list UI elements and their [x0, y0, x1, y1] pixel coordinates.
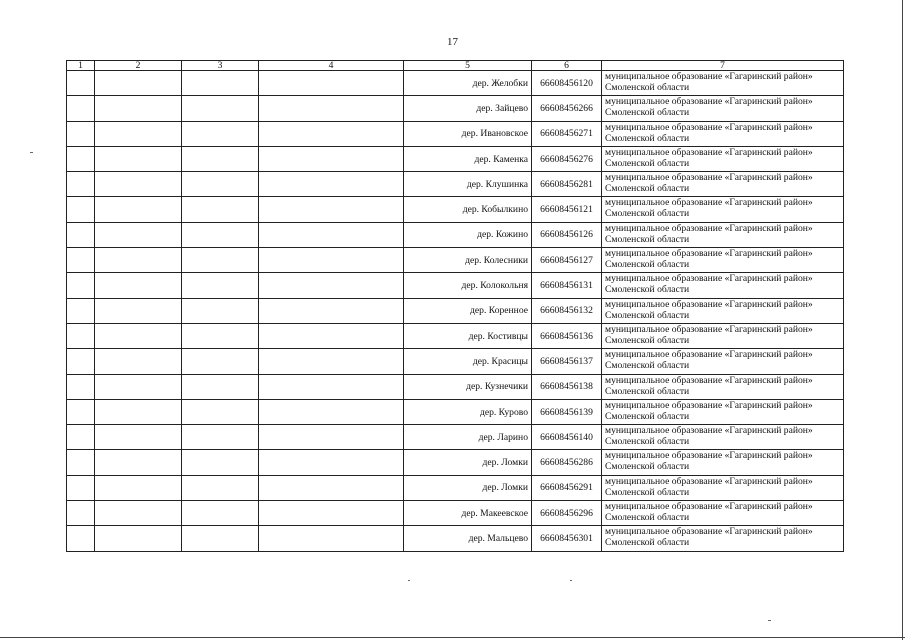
cell-col-1 [67, 96, 95, 121]
column-header-2: 2 [95, 61, 182, 71]
settlement-cell: дер. Клушинка [404, 172, 532, 197]
cell-col-4 [259, 323, 404, 348]
oktmo-code-cell: 66608456139 [532, 399, 602, 424]
oktmo-code-cell: 66608456291 [532, 475, 602, 500]
municipality-name: муниципальное образование «Гагаринский район» [605, 96, 813, 108]
cell-col-3 [182, 273, 259, 298]
cell-col-2 [95, 526, 182, 551]
municipality-name: муниципальное образование «Гагаринский район» [605, 71, 813, 82]
cell-col-3 [182, 323, 259, 348]
region-name: Смоленской области [605, 183, 690, 195]
municipality-cell [602, 273, 844, 298]
cell-col-2 [95, 298, 182, 323]
region-name: Смоленской области [605, 385, 690, 397]
settlement-cell: дер. Ларино [404, 425, 532, 450]
table-row [67, 121, 844, 146]
cell-col-3 [182, 349, 259, 374]
cell-col-1 [67, 475, 95, 500]
cell-col-4 [259, 501, 404, 526]
cell-col-2 [95, 71, 182, 96]
cell-col-1 [67, 172, 95, 197]
cell-col-1 [67, 273, 95, 298]
municipality-cell [602, 425, 844, 450]
municipality-cell [602, 374, 844, 399]
oktmo-code-cell: 66608456296 [532, 501, 602, 526]
cell-col-4 [259, 71, 404, 96]
table-row [67, 475, 844, 500]
oktmo-code-cell: 66608456131 [532, 273, 602, 298]
municipality-name: муниципальное образование «Гагаринский район» [605, 425, 813, 437]
table-row [67, 425, 844, 450]
cell-col-2 [95, 197, 182, 222]
cell-col-4 [259, 146, 404, 171]
cell-col-2 [95, 172, 182, 197]
scan-speck [570, 580, 572, 581]
municipality-cell [602, 298, 844, 323]
oktmo-code-cell: 66608456276 [532, 146, 602, 171]
cell-col-4 [259, 172, 404, 197]
table-row [67, 197, 844, 222]
cell-col-3 [182, 248, 259, 273]
cell-col-4 [259, 425, 404, 450]
cell-col-4 [259, 450, 404, 475]
cell-col-1 [67, 399, 95, 424]
table-row [67, 399, 844, 424]
table-row [67, 71, 844, 96]
region-name: Смоленской области [605, 208, 690, 220]
settlement-cell: дер. Кузнечики [404, 374, 532, 399]
cell-col-3 [182, 71, 259, 96]
municipality-name: муниципальное образование «Гагаринский район» [605, 450, 813, 462]
scan-speck [768, 620, 771, 621]
cell-col-1 [67, 121, 95, 146]
cell-col-2 [95, 248, 182, 273]
cell-col-3 [182, 96, 259, 121]
cell-col-2 [95, 501, 182, 526]
table-row [67, 172, 844, 197]
cell-col-2 [95, 475, 182, 500]
cell-col-2 [95, 146, 182, 171]
municipality-name: муниципальное образование «Гагаринский район» [605, 298, 813, 310]
oktmo-code-cell: 66608456137 [532, 349, 602, 374]
oktmo-code-cell: 66608456132 [532, 298, 602, 323]
municipality-name: муниципальное образование «Гагаринский район» [605, 172, 813, 184]
region-name: Смоленской области [605, 410, 690, 422]
oktmo-code-cell: 66608456127 [532, 248, 602, 273]
municipality-name: муниципальное образование «Гагаринский район» [605, 273, 813, 285]
cell-col-1 [67, 146, 95, 171]
table-header-row [67, 61, 844, 71]
cell-col-3 [182, 450, 259, 475]
cell-col-1 [67, 222, 95, 247]
cell-col-2 [95, 425, 182, 450]
region-name: Смоленской области [605, 259, 690, 271]
table-row [67, 222, 844, 247]
cell-col-1 [67, 349, 95, 374]
settlement-cell: дер. Ломки [404, 450, 532, 475]
municipality-cell [602, 349, 844, 374]
region-name: Смоленской области [605, 512, 690, 524]
table-row [67, 146, 844, 171]
cell-col-1 [67, 450, 95, 475]
table-row [67, 273, 844, 298]
cell-col-1 [67, 298, 95, 323]
municipality-cell [602, 323, 844, 348]
cell-col-2 [95, 399, 182, 424]
cell-col-4 [259, 298, 404, 323]
cell-col-1 [67, 197, 95, 222]
municipality-cell [602, 71, 844, 96]
cell-col-4 [259, 399, 404, 424]
settlement-cell: дер. Мальцево [404, 526, 532, 551]
municipality-name: муниципальное образование «Гагаринский район» [605, 121, 813, 133]
municipality-cell [602, 96, 844, 121]
cell-col-1 [67, 526, 95, 551]
cell-col-3 [182, 374, 259, 399]
settlement-cell: дер. Кожино [404, 222, 532, 247]
column-header-5: 5 [404, 61, 532, 71]
region-name: Смоленской области [605, 537, 690, 549]
region-name: Смоленской области [605, 461, 690, 473]
cell-col-1 [67, 374, 95, 399]
cell-col-4 [259, 96, 404, 121]
oktmo-code-cell: 66608456281 [532, 172, 602, 197]
column-header-6: 6 [532, 61, 602, 71]
scan-speck [408, 580, 410, 581]
table-row [67, 374, 844, 399]
oktmo-code-cell: 66608456136 [532, 323, 602, 348]
table-row [67, 298, 844, 323]
settlement-cell: дер. Макеевское [404, 501, 532, 526]
settlement-cell: дер. Кобылкино [404, 197, 532, 222]
settlements-table [66, 60, 844, 552]
cell-col-3 [182, 146, 259, 171]
municipality-name: муниципальное образование «Гагаринский район» [605, 526, 813, 538]
municipality-name: муниципальное образование «Гагаринский район» [605, 501, 813, 513]
cell-col-3 [182, 425, 259, 450]
cell-col-3 [182, 121, 259, 146]
cell-col-4 [259, 526, 404, 551]
municipality-cell [602, 475, 844, 500]
municipality-cell [602, 197, 844, 222]
table-row [67, 501, 844, 526]
municipality-cell [602, 121, 844, 146]
page-number: 17 [447, 36, 458, 48]
region-name: Смоленской области [605, 107, 690, 119]
oktmo-code-cell: 66608456120 [532, 71, 602, 96]
table-row [67, 96, 844, 121]
municipality-name: муниципальное образование «Гагаринский район» [605, 248, 813, 260]
cell-col-4 [259, 197, 404, 222]
scan-speck [30, 152, 33, 153]
cell-col-4 [259, 248, 404, 273]
cell-col-4 [259, 121, 404, 146]
region-name: Смоленской области [605, 157, 690, 169]
municipality-cell [602, 172, 844, 197]
settlement-cell: дер. Колесники [404, 248, 532, 273]
table-row [67, 349, 844, 374]
municipality-cell [602, 399, 844, 424]
municipality-name: муниципальное образование «Гагаринский район» [605, 349, 813, 361]
column-header-7: 7 [602, 61, 844, 71]
region-name: Смоленской области [605, 284, 690, 296]
settlement-cell: дер. Каменка [404, 146, 532, 171]
region-name: Смоленской области [605, 334, 690, 346]
region-name: Смоленской области [605, 82, 690, 93]
cell-col-2 [95, 349, 182, 374]
settlement-cell: дер. Колокольня [404, 273, 532, 298]
cell-col-3 [182, 298, 259, 323]
column-header-3: 3 [182, 61, 259, 71]
region-name: Смоленской области [605, 486, 690, 498]
municipality-cell [602, 222, 844, 247]
cell-col-1 [67, 71, 95, 96]
municipality-name: муниципальное образование «Гагаринский район» [605, 222, 813, 234]
settlement-cell: дер. Красицы [404, 349, 532, 374]
settlement-cell: дер. Зайцево [404, 96, 532, 121]
table-row [67, 248, 844, 273]
cell-col-3 [182, 475, 259, 500]
municipality-cell [602, 146, 844, 171]
municipality-name: муниципальное образование «Гагаринский район» [605, 374, 813, 386]
municipality-cell [602, 501, 844, 526]
region-name: Смоленской области [605, 309, 690, 321]
cell-col-4 [259, 475, 404, 500]
oktmo-code-cell: 66608456138 [532, 374, 602, 399]
cell-col-3 [182, 526, 259, 551]
municipality-name: муниципальное образование «Гагаринский район» [605, 146, 813, 158]
oktmo-code-cell: 66608456266 [532, 96, 602, 121]
settlement-cell: дер. Желобки [404, 71, 532, 96]
column-header-4: 4 [259, 61, 404, 71]
municipality-cell [602, 526, 844, 551]
cell-col-2 [95, 273, 182, 298]
cell-col-1 [67, 248, 95, 273]
municipality-name: муниципальное образование «Гагаринский район» [605, 475, 813, 487]
cell-col-2 [95, 222, 182, 247]
oktmo-code-cell: 66608456286 [532, 450, 602, 475]
settlement-cell: дер. Ивановское [404, 121, 532, 146]
municipality-name: муниципальное образование «Гагаринский район» [605, 323, 813, 335]
cell-col-1 [67, 425, 95, 450]
municipality-cell [602, 450, 844, 475]
table-row [67, 526, 844, 551]
settlement-cell: дер. Ломки [404, 475, 532, 500]
settlement-cell: дер. Костивцы [404, 323, 532, 348]
cell-col-3 [182, 197, 259, 222]
municipality-name: муниципальное образование «Гагаринский район» [605, 197, 813, 209]
cell-col-1 [67, 501, 95, 526]
cell-col-4 [259, 273, 404, 298]
cell-col-3 [182, 399, 259, 424]
cell-col-4 [259, 349, 404, 374]
cell-col-3 [182, 222, 259, 247]
cell-col-2 [95, 374, 182, 399]
cell-col-1 [67, 323, 95, 348]
region-name: Смоленской области [605, 436, 690, 448]
cell-col-4 [259, 374, 404, 399]
cell-col-3 [182, 501, 259, 526]
settlement-cell: дер. Курово [404, 399, 532, 424]
cell-col-2 [95, 96, 182, 121]
column-header-1: 1 [67, 61, 95, 71]
region-name: Смоленской области [605, 360, 690, 372]
oktmo-code-cell: 66608456301 [532, 526, 602, 551]
cell-col-2 [95, 450, 182, 475]
scan-edge [0, 637, 905, 638]
cell-col-2 [95, 323, 182, 348]
settlement-cell: дер. Коренное [404, 298, 532, 323]
oktmo-code-cell: 66608456140 [532, 425, 602, 450]
oktmo-code-cell: 66608456121 [532, 197, 602, 222]
scan-edge [902, 0, 903, 640]
cell-col-3 [182, 172, 259, 197]
cell-col-2 [95, 121, 182, 146]
municipality-name: муниципальное образование «Гагаринский район» [605, 399, 813, 411]
oktmo-code-cell: 66608456126 [532, 222, 602, 247]
cell-col-4 [259, 222, 404, 247]
region-name: Смоленской области [605, 132, 690, 144]
table-row [67, 450, 844, 475]
oktmo-code-cell: 66608456271 [532, 121, 602, 146]
municipality-cell [602, 248, 844, 273]
region-name: Смоленской области [605, 233, 690, 245]
table-row [67, 323, 844, 348]
